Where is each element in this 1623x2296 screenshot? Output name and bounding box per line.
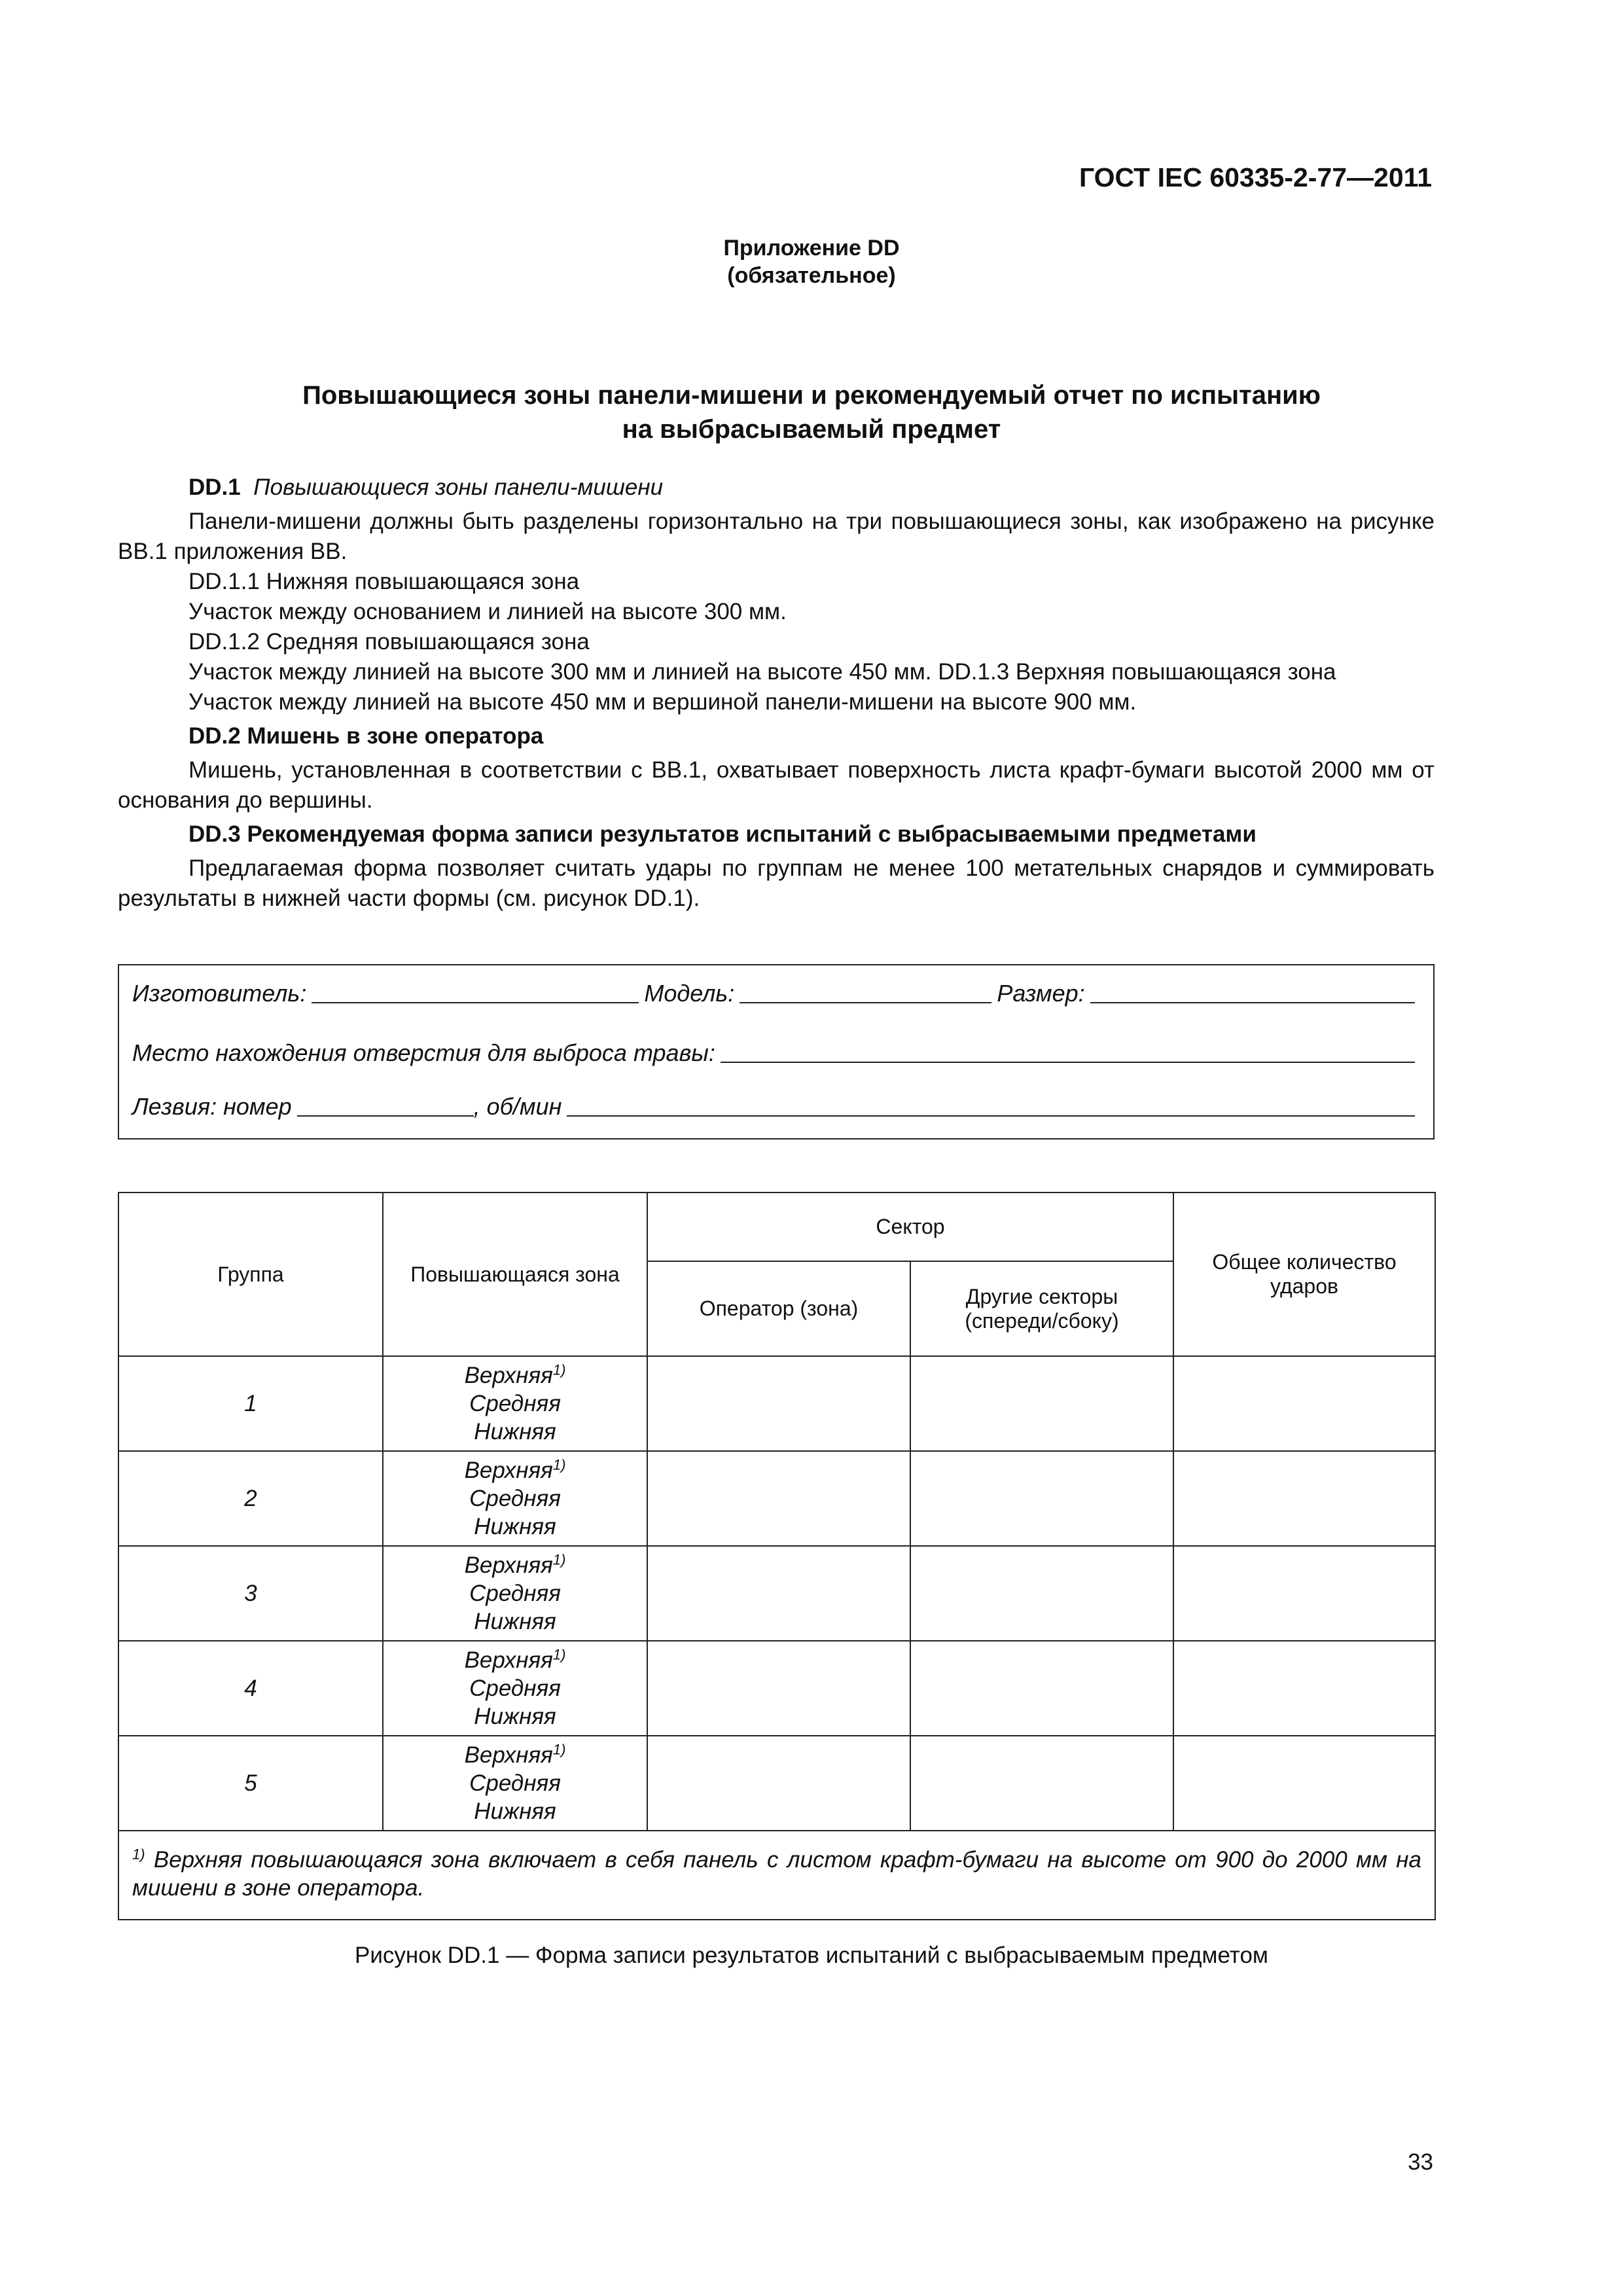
operator-cell[interactable] — [647, 1356, 910, 1451]
other-sectors-cell[interactable] — [910, 1736, 1173, 1831]
zone-lower: Нижняя — [474, 1609, 556, 1634]
footnote-ref: 1) — [552, 1646, 566, 1663]
header-other-sectors: Другие секторы (спереди/сбоку) — [910, 1261, 1173, 1356]
body-text — [118, 473, 1435, 914]
zone-middle: Средняя — [469, 1676, 561, 1701]
footnote-mark: 1) — [132, 1846, 145, 1863]
table-row — [118, 1451, 1435, 1546]
rpm-label: , об/мин — [473, 1093, 562, 1120]
table-header-row — [118, 1193, 1435, 1261]
rpm-field[interactable] — [567, 1093, 1415, 1117]
discharge-field[interactable] — [721, 1039, 1415, 1063]
title-line-1: Повышающиеся зоны панели-мишени и рекомендуемый отчет по испытанию — [302, 381, 1321, 410]
section-dd11-text: Участок между основанием и линией на высоте 300 мм. — [188, 599, 787, 624]
section-dd13-text: Участок между линией на высоте 450 мм и вершиной панели-мишени на высоте 900 мм. — [188, 689, 1137, 715]
other-sectors-cell[interactable] — [910, 1546, 1173, 1641]
group-cell: 5 — [118, 1736, 383, 1831]
zone-middle: Средняя — [469, 1581, 561, 1606]
operator-cell[interactable] — [647, 1451, 910, 1546]
operator-cell[interactable] — [647, 1736, 910, 1831]
standard-code: ГОСТ IEC 60335-2-77—2011 — [1079, 162, 1432, 192]
size-field[interactable] — [1090, 980, 1415, 1003]
form-line-blades — [132, 1093, 1420, 1121]
group-cell: 4 — [118, 1641, 383, 1736]
zone-cell — [383, 1546, 647, 1641]
manufacturer-field[interactable] — [312, 980, 639, 1003]
zone-lower: Нижняя — [474, 1799, 556, 1824]
section-dd1-heading — [118, 473, 1435, 503]
blades-label: Лезвия: номер — [132, 1093, 292, 1120]
total-cell[interactable] — [1173, 1356, 1435, 1451]
section-dd2-heading: DD.2 Мишень в зоне оператора — [188, 723, 544, 749]
section-dd3-heading: DD.3 Рекомендуемая форма записи результатов испытаний с выбрасываемыми предметами — [188, 821, 1257, 847]
section-dd1-title: Повышающиеся зоны панели-мишени — [253, 475, 664, 500]
figure-caption: Рисунок DD.1 — Форма записи результатов испытаний с выбрасываемым предметом — [355, 1943, 1268, 1968]
footnote-ref: 1) — [552, 1456, 566, 1473]
section-dd12-heading: DD.1.2 Средняя повышающаяся зона — [188, 629, 590, 655]
table-row — [118, 1356, 1435, 1451]
footnote-ref: 1) — [552, 1551, 566, 1568]
operator-cell[interactable] — [647, 1546, 910, 1641]
zone-upper: Верхняя — [464, 1363, 553, 1388]
zone-upper: Верхняя — [464, 1552, 553, 1578]
zone-lower: Нижняя — [474, 1704, 556, 1729]
form-line-manufacturer — [132, 980, 1420, 1007]
table-footnote — [118, 1831, 1435, 1920]
group-cell: 1 — [118, 1356, 383, 1451]
blades-count-field[interactable] — [297, 1093, 474, 1117]
operator-cell[interactable] — [647, 1641, 910, 1736]
form-line-discharge — [132, 1039, 1420, 1067]
group-cell: 2 — [118, 1451, 383, 1546]
zone-cell — [383, 1641, 647, 1736]
table-row — [118, 1546, 1435, 1641]
other-sectors-cell[interactable] — [910, 1356, 1173, 1451]
table-row — [118, 1736, 1435, 1831]
total-cell[interactable] — [1173, 1546, 1435, 1641]
footnote-ref: 1) — [552, 1361, 566, 1378]
header-zone: Повышающаяся зона — [383, 1193, 647, 1356]
zone-middle: Средняя — [469, 1486, 561, 1511]
total-cell[interactable] — [1173, 1451, 1435, 1546]
header-total: Общее количество ударов — [1173, 1193, 1435, 1356]
footnote-text: Верхняя повышающаяся зона включает в себя панель с листом крафт-бумаги на высоте от 900 до 2000 мм на мишени в зоне оператора. — [132, 1847, 1421, 1901]
total-cell[interactable] — [1173, 1641, 1435, 1736]
header-group: Группа — [118, 1193, 383, 1356]
group-cell: 3 — [118, 1546, 383, 1641]
model-field[interactable] — [740, 980, 991, 1003]
footnote-ref: 1) — [552, 1741, 566, 1758]
section-dd1-number: DD.1 — [188, 475, 241, 500]
manufacturer-label: Изготовитель: — [132, 980, 307, 1007]
zone-middle: Средняя — [469, 1770, 561, 1796]
other-sectors-cell[interactable] — [910, 1641, 1173, 1736]
appendix-label: Приложение DD — [723, 236, 900, 260]
zone-upper: Верхняя — [464, 1647, 553, 1673]
model-label: Модель: — [644, 980, 735, 1007]
discharge-label: Место нахождения отверстия для выброса травы: — [132, 1039, 715, 1066]
size-label: Размер: — [997, 980, 1085, 1007]
zone-cell — [383, 1736, 647, 1831]
section-dd2-text: Мишень, установленная в соответствии с BB.1, охватывает поверхность листа крафт-бумаги высотой 2000 мм от основания до вершины. — [118, 757, 1435, 813]
page-number: 33 — [1408, 2149, 1433, 2175]
section-dd1-text: Панели-мишени должны быть разделены горизонтально на три повышающиеся зоны, как изображено на рисунке BB.1 приложения BB. — [118, 509, 1435, 564]
results-table — [118, 1192, 1436, 1920]
appendix-status: (обязательное) — [727, 263, 896, 288]
header-operator: Оператор (зона) — [647, 1261, 910, 1356]
zone-upper: Верхняя — [464, 1458, 553, 1483]
title-line-2: на выбрасываемый предмет — [622, 415, 1001, 444]
zone-cell — [383, 1356, 647, 1451]
section-dd11-heading: DD.1.1 Нижняя повышающаяся зона — [188, 569, 580, 594]
mower-info-form — [118, 964, 1435, 1139]
total-cell[interactable] — [1173, 1736, 1435, 1831]
table-footnote-row — [118, 1831, 1435, 1920]
document-title — [157, 378, 1466, 446]
zone-lower: Нижняя — [474, 1419, 556, 1444]
zone-cell — [383, 1451, 647, 1546]
zone-middle: Средняя — [469, 1391, 561, 1416]
section-dd12-text: Участок между линией на высоте 300 мм и линией на высоте 450 мм. DD.1.3 Верхняя повышающаяся зона — [188, 659, 1336, 685]
zone-lower: Нижняя — [474, 1514, 556, 1539]
header-sector: Сектор — [647, 1193, 1173, 1261]
table-row — [118, 1641, 1435, 1736]
section-dd3-text: Предлагаемая форма позволяет считать удары по группам не менее 100 метательных снарядов и суммировать результаты в нижней части формы (см. рисунок DD.1). — [118, 855, 1435, 911]
zone-upper: Верхняя — [464, 1742, 553, 1768]
other-sectors-cell[interactable] — [910, 1451, 1173, 1546]
